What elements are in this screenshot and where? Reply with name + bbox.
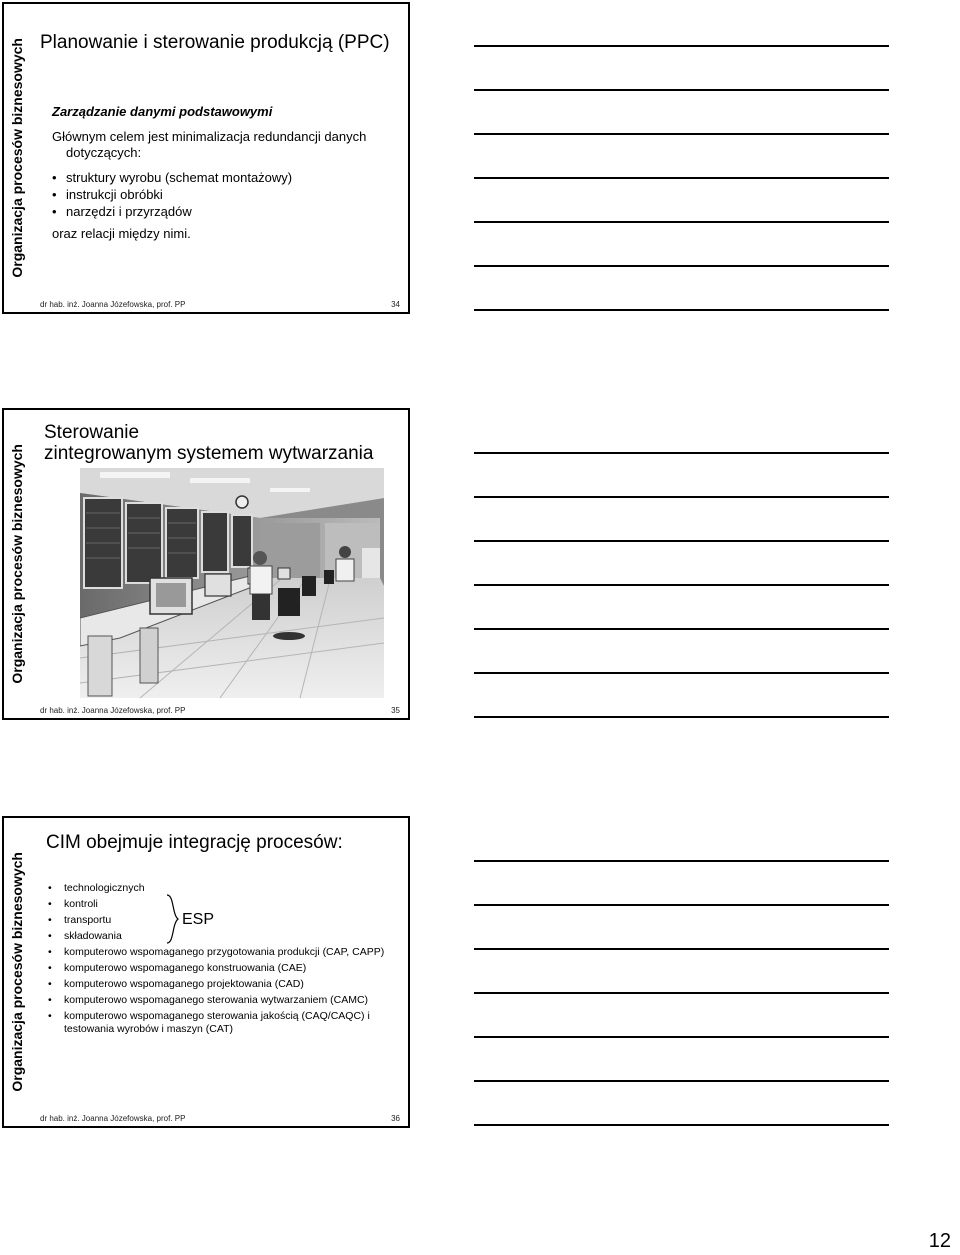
slide-35: [2, 408, 410, 720]
slide-sidebar: Organizacja procesów biznesowych: [9, 852, 25, 1092]
slide-footer: dr hab. inż. Joanna Józefowska, prof. PP: [40, 1114, 186, 1123]
section-heading: Zarządzanie danymi podstawowymi: [52, 104, 273, 119]
page-number: 12: [928, 1230, 951, 1252]
slide-36: [2, 816, 410, 1128]
list-item: • komputerowo wspomaganego konstruowania (CAE): [48, 962, 404, 975]
list-item: • kontroli: [48, 898, 404, 911]
intro-line: Głównym celem jest minimalizacja redundancji danych: [52, 129, 367, 144]
slide-sidebar: Organizacja procesów biznesowych: [9, 444, 25, 684]
list-item: • narzędzi i przyrządów: [52, 204, 402, 220]
slide-title: CIM obejmuje integrację procesów:: [46, 832, 343, 853]
list-item: • struktury wyrobu (schemat montażowy): [52, 170, 402, 186]
esp-label: ESP: [182, 911, 215, 928]
slide-body: [48, 882, 404, 1039]
intro-line: dotyczących:: [66, 145, 142, 160]
slide-footer: dr hab. inż. Joanna Józefowska, prof. PP: [40, 706, 186, 715]
slide-number: 34: [391, 300, 400, 309]
control-room-photo: [80, 468, 384, 698]
closing-line: oraz relacji między nimi.: [52, 226, 191, 241]
slide-number: 36: [391, 1114, 400, 1123]
bullet-list: [52, 170, 402, 220]
slide-title: Sterowanie zintegrowanym systemem wytwarzania: [44, 422, 374, 464]
slide-number: 35: [391, 706, 400, 715]
list-item: • komputerowo wspomaganego projektowania (CAD): [48, 978, 404, 991]
list-item: • transportu: [48, 914, 404, 927]
brace-icon: [166, 894, 180, 944]
list-item: • technologicznych: [48, 882, 404, 895]
slide-sidebar: Organizacja procesów biznesowych: [9, 38, 25, 278]
bullet-list: [48, 882, 404, 1036]
list-item: • komputerowo wspomaganego sterowania wytwarzaniem (CAMC): [48, 994, 404, 1007]
list-item: • komputerowo wspomaganego sterowania jakością (CAQ/CAQC) i testowania wyrobów i maszyn (CAT): [48, 1010, 404, 1036]
slide-title: Planowanie i sterowanie produkcją (PPC): [40, 32, 390, 53]
list-item: • instrukcji obróbki: [52, 187, 402, 203]
list-item: • składowania: [48, 930, 404, 943]
slide-body: [52, 104, 402, 242]
slide-34: [2, 2, 410, 314]
list-item: • komputerowo wspomaganego przygotowania produkcji (CAP, CAPP): [48, 946, 404, 959]
slide-footer: dr hab. inż. Joanna Józefowska, prof. PP: [40, 300, 186, 309]
